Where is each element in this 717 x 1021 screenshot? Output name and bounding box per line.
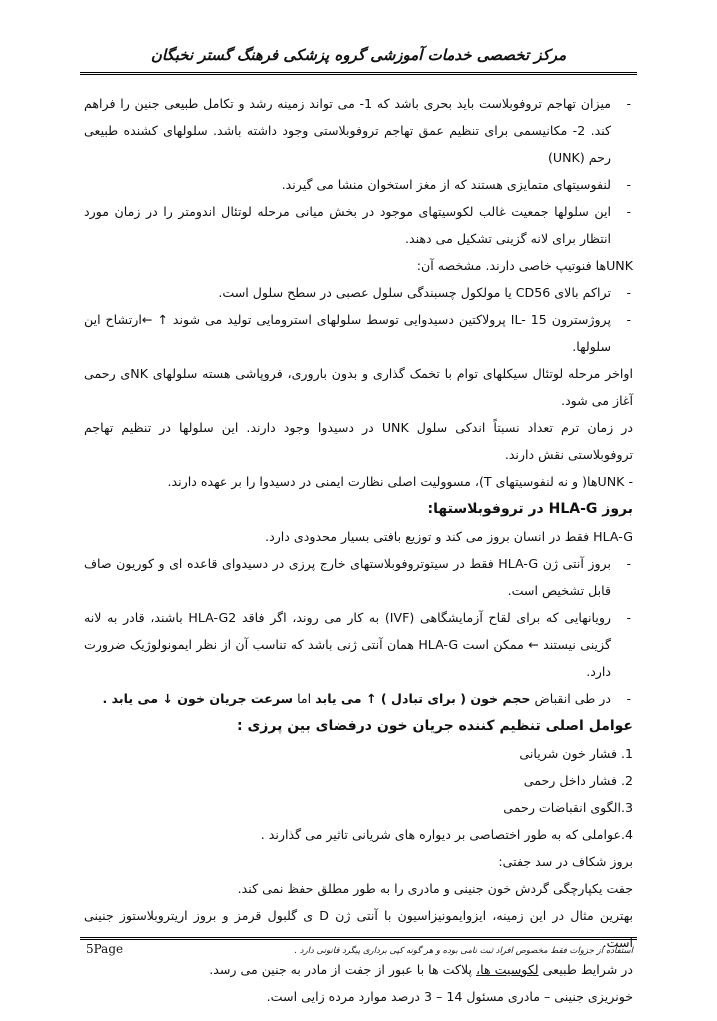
- paragraph: - رویانهایی که برای لقاح آزمایشگاهی (IVF) به کار می روند، اگر فاقد HLA-G2 باشند، قادر به لانه گزینی نیستند ← ممکن است HLA-G همان آنتی ژنی باشد که تناسب آن از نظر ایمونولوژیک ضرورت دارد.: [84, 604, 633, 685]
- paragraph: [84, 685, 633, 712]
- text-span: پلاکت ها با عبور از جفت از مادر به جنین می رسد.: [209, 962, 473, 977]
- paragraph: اواخر مرحله لوتئال سیکلهای توام با تخمک گذاری و بدون باروری، فروپاشی هسته سلولهای NKی رحمی آغاز می شود.: [84, 366, 633, 408]
- paragraph: - پروژسترون IL- 15 پرولاکتین دسیدوایی توسط سلولهای استرومایی تولید می شوند ↑ ←ارتشاح این سلولها.: [84, 306, 633, 360]
- paragraph: - میزان تهاجم تروفوبلاست باید بحری باشد که 1- می تواند زمینه رشد و تکامل طبیعی جنین را فراهم کند. 2- مکانیسمی برای تنظیم عمق تهاجم تروفوبلاستی وجود داشته باشد. سلولهای کشنده طبیعی رحم (UNK): [84, 90, 633, 171]
- bold-text: سرعت جریان خون ↓ می یابد .: [102, 691, 294, 706]
- footer-divider: [80, 937, 637, 940]
- underlined-text: لکوسیت ها،: [476, 962, 539, 977]
- paragraph: - تراکم بالای CD56 یا مولکول چسبندگی سلول عصبی در سطح سلول است.: [84, 279, 633, 306]
- bold-text: حجم خون ( برای تبادل ) ↑ می یابد: [315, 691, 531, 706]
- text-span: در شرایط طبیعی: [542, 962, 633, 977]
- page-header: [80, 40, 637, 76]
- paragraph: در زمان ترم تعداد نسبتاً اندکی سلول UNK در دسیدوا وجود دارند. این سلولها در تنظیم تهاجم تروفوبلاستی نقش دارند.: [84, 420, 633, 462]
- paragraph: - بروز آنتی ژن HLA-G فقط در سیتوتروفوبلاستهای خارج پرزی در دسیدوای قاعده ای و کوریون صاف قابل تشخیص است.: [84, 550, 633, 604]
- page-number-value: 5: [86, 942, 94, 956]
- list-item: 4.عواملی که به طور اختصاصی بر دیواره های شریانی تاثیر می گذارند .: [260, 827, 633, 842]
- text-span: اما: [297, 691, 312, 706]
- paragraph: جفت یکپارچگی گردش خون جنینی و مادری را به طور مطلق حفظ نمی کند.: [237, 881, 633, 896]
- list-item: 3.الگوی انقباضات رحمی: [503, 800, 633, 815]
- page-label: Page: [93, 942, 124, 956]
- paragraph: خونریزی جنینی – مادری مسئول 14 – 3 درصد موارد مرده زایی است.: [266, 989, 633, 1004]
- list-item: 1. فشار خون شریانی: [519, 746, 633, 761]
- paragraph: - این سلولها جمعیت غالب لکوسیتهای موجود در بخش میانی مرحله لوتئال اندومتر را در زمان مورد انتظار برای لانه گزینی تشکیل می دهند.: [84, 198, 633, 252]
- text-span: در طی انقباض: [534, 691, 611, 706]
- header-divider: [80, 72, 637, 75]
- paragraph: بهترین مثال در این زمینه، ایزوایمونیزاسیون با آنتی ژن D ی گلبول قرمز و بروز اریتروبلاستوز جنینی است.: [84, 908, 634, 950]
- copyright-note: استفاده از جزوات فقط مخصوص افراد ثبت نامی بوده و هر گونه کپی برداری پیگرد قانونی دارد .: [294, 946, 633, 956]
- paragraph: بروز شکاف در سد جفتی:: [498, 854, 633, 869]
- paragraph: - UNKها( و نه لنفوسیتهای T)، مسوولیت اصلی نظارت ایمنی در دسیدوا را بر عهده دارند.: [167, 474, 633, 489]
- paragraph: UNKها فنوتیپ خاصی دارند. مشخصه آن:: [416, 258, 633, 273]
- paragraph: - لنفوسیتهای متمایزی هستند که از مغز استخوان منشا می گیرند.: [84, 171, 633, 198]
- list-item: 2. فشار داخل رحمی: [523, 773, 633, 788]
- paragraph: [84, 956, 633, 983]
- section-heading: عوامل اصلی تنظیم کننده جریان خون درفضای بین پرزی :: [237, 718, 633, 734]
- section-heading: بروز HLA-G در تروفوبلاستها:: [427, 501, 633, 517]
- document-body: [84, 90, 633, 1010]
- paragraph: HLA-G فقط در انسان بروز می کند و توزیع بافتی بسیار محدودی دارد.: [265, 529, 633, 544]
- header-title: مرکز تخصصی خدمات آموزشی گروه پزشکی فرهنگ گستر نخبگان: [150, 46, 567, 64]
- page-number: [86, 942, 123, 956]
